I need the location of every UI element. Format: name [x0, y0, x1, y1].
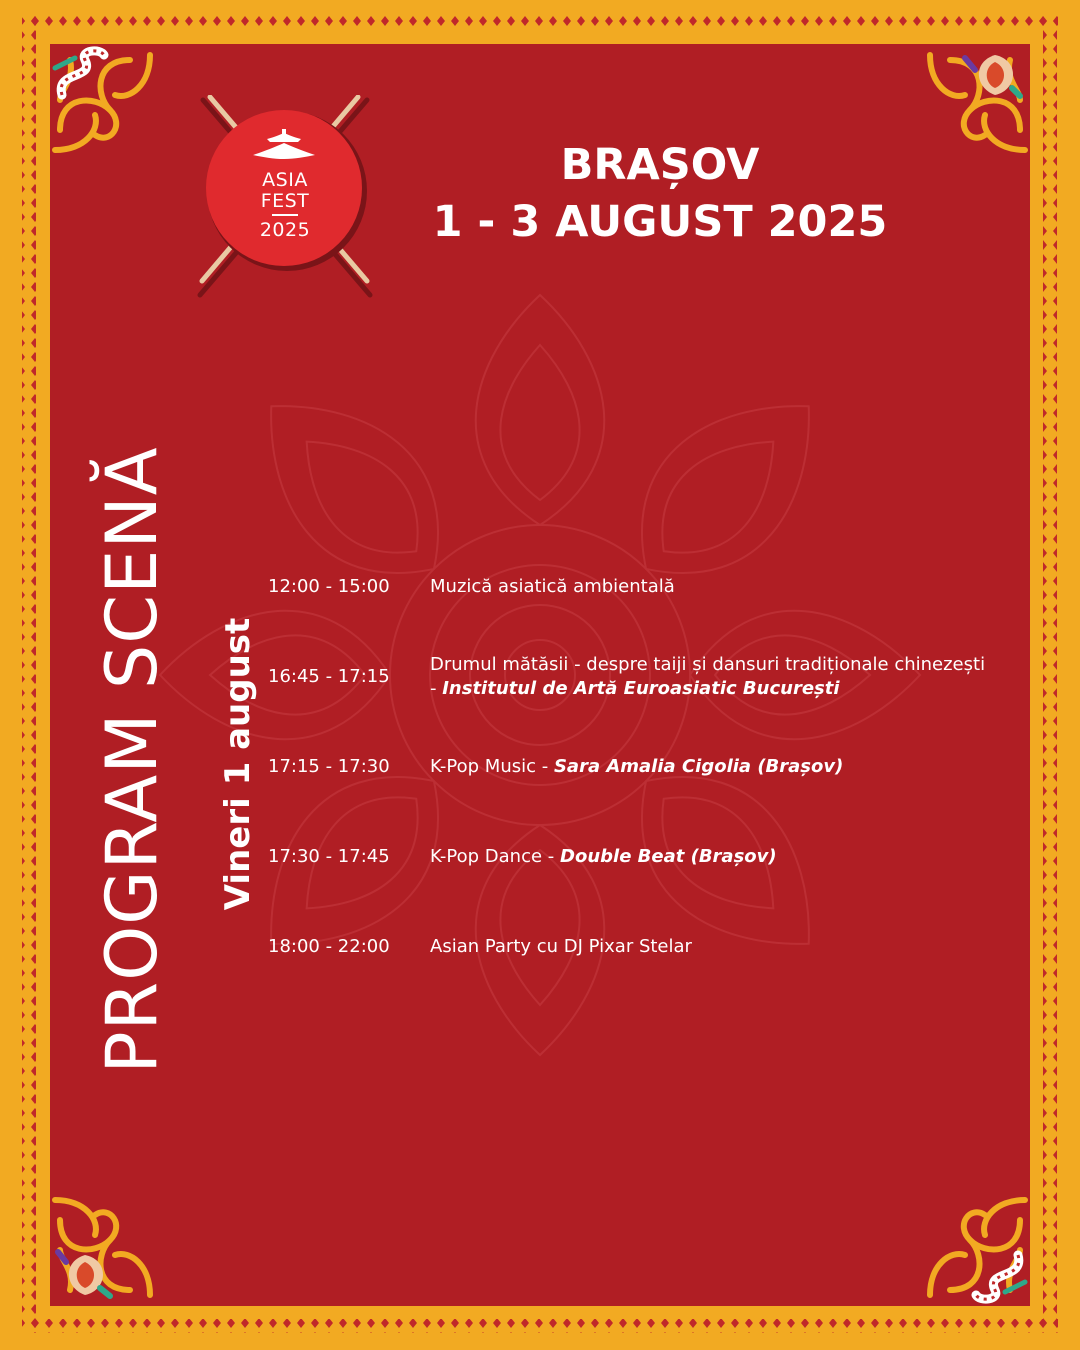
snake-icon: [976, 1255, 1025, 1299]
program-title: PROGRAM SCENĂ: [91, 446, 173, 1074]
schedule-time: 17:30 - 17:45: [268, 846, 390, 867]
logo-asia: ASIA: [262, 169, 308, 191]
schedule-event: Drumul mătăsii - despre taiji și dansuri tradiționale chinezești - Institutul de Artă Euroasiatic București: [430, 654, 986, 699]
day-label: Vineri 1 august: [218, 617, 258, 911]
snake-icon: [55, 51, 104, 95]
dates-heading: 1 - 3 AUGUST 2025: [432, 197, 888, 247]
schedule-event: Asian Party cu DJ Pixar Stelar: [430, 936, 692, 957]
schedule-event: K-Pop Music - Sara Amalia Cigolia (Brașov): [430, 756, 844, 777]
logo-year: 2025: [259, 219, 311, 241]
schedule-time: 17:15 - 17:30: [268, 756, 390, 777]
logo-fest: FEST: [260, 190, 310, 212]
schedule-time: 16:45 - 17:15: [268, 666, 390, 687]
schedule-time: 12:00 - 15:00: [268, 576, 390, 597]
schedule-time: 18:00 - 22:00: [268, 936, 390, 957]
schedule-event: Muzică asiatică ambientală: [430, 576, 675, 597]
logo-divider: [272, 214, 298, 216]
schedule-event: K-Pop Dance - Double Beat (Brașov): [430, 846, 777, 867]
city-heading: BRAȘOV: [560, 140, 760, 190]
